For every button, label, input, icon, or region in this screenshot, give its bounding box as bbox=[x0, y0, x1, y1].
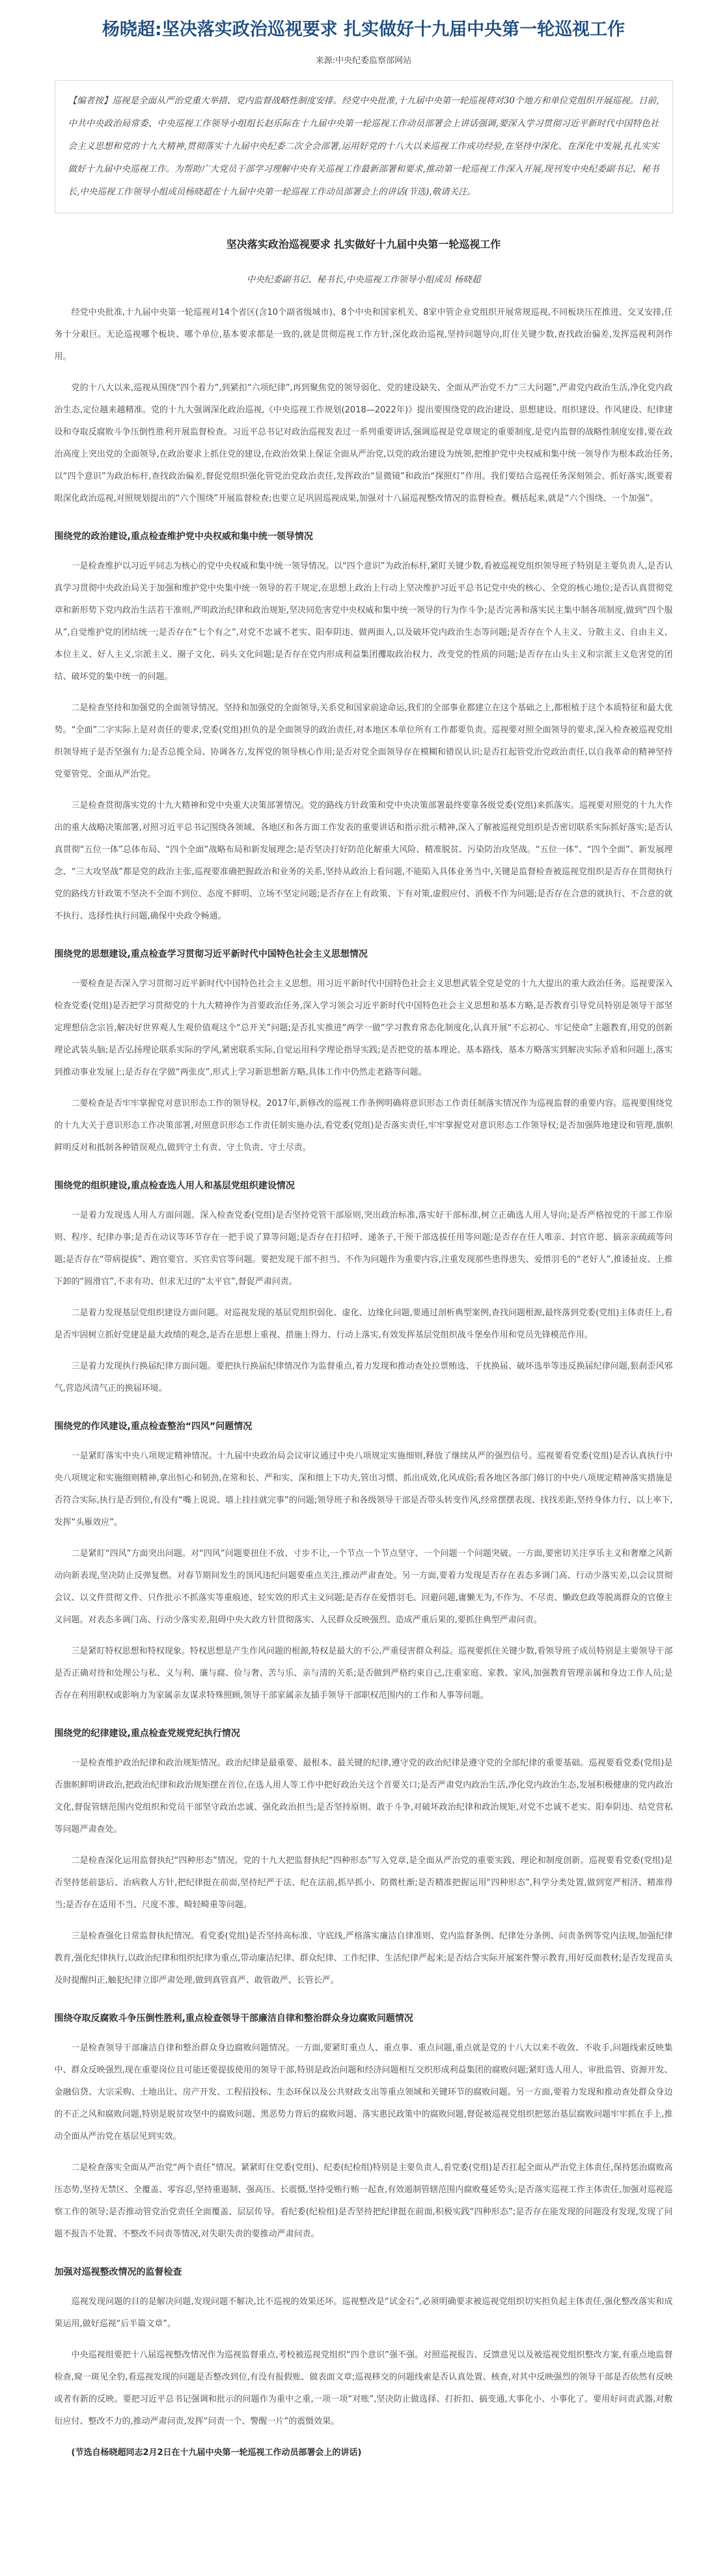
section-heading: 围绕党的思想建设,重点检查学习贯彻习近平新时代中国特色社会主义思想情况 bbox=[54, 949, 368, 959]
paragraph: 巡视发现问题的目的是解决问题,发现问题不解决,比不巡视的效果还坏。巡视整改是“试金石”,必须明确要求被巡视党组织切实担负起主体责任,强化整改落实和成果运用,做好巡视“后半篇文章”。 bbox=[54, 2297, 673, 2329]
content-column bbox=[55, 18, 673, 2464]
paragraph: 二是检查深化运用监督执纪“四种形态”情况。党的十九大把监督执纪“四种形态”写入党章,是全面从严治党的重要实践、理论和制度创新。巡视要看党委(党组)是否坚持惩前毖后、治病救人方针,把纪律挺在前面,坚持纪严于法、纪在法前,抓早抓小、防微杜渐;是否精准把握运用“四种形态”,科学分类处置,做到宽严相济、精准得当;是否存在适用不当、尺度不准、畸轻畸重等问题。 bbox=[54, 1856, 673, 1910]
paragraph: 中央巡视组要把十八届巡视整改情况作为巡视监督重点,考校被巡视党组织“四个意识”强不强。对照巡视报告、反馈意见以及被巡视党组织整改方案,有重点地监督检查,窥一斑见全豹,看巡视发现的问题是否整改到位,有没有报假账、做表面文章;巡视移交的问题线索是否认真处置、核查,对其中反映强烈的领导干部是否依然有反映或者有新的反映。要把习近平总书记强调和批示的问题作为重中之重,一项一项“对账”,坚决防止做选择、打折扣、搞变通,大事化小、小事化了。要用好问责武器,对敷衍应付、整改不力的,推动严肃问责,发挥“问责一个、警醒一片”的震慑效果。 bbox=[54, 2350, 673, 2426]
paragraph: 三是着力发现执行换届纪律方面问题。要把执行换届纪律情况作为监督重点,着力发现和推动查处拉票贿选、干扰换届、破坏选举等违反换届纪律问题,狠刹歪风邪气,营造风清气正的换届环境。 bbox=[54, 1362, 673, 1393]
section-paragraphs bbox=[55, 1205, 673, 1400]
section-heading: 加强对巡视整改情况的监督检查 bbox=[54, 2267, 182, 2277]
article-section bbox=[55, 1179, 673, 1400]
article-section bbox=[55, 1726, 673, 1992]
section-heading: 围绕党的作风建设,重点检查整治“四风”问题情况 bbox=[54, 1421, 253, 1432]
paragraph: 一是检查领导干部廉洁自律和整治群众身边腐败问题情况。一方面,要紧盯重点人、重点事、重点问题,重点就是党的十八大以来不收敛、不收手,问题线索反映集中、群众反映强烈,现在重要岗位且可能还要提拔使用的领导干部,特别是政治问题和经济问题相互交织形成利益集团的腐败问题;紧盯选人用人、审批监管、资源开发、金融信贷、大宗采购、土地出让、房产开发、工程招投标、生态环保以及公共财政支出等重点领域和关键环节的腐败问题。另一方面,要着力发现和推动查处群众身边的不正之风和腐败问题,特别是脱贫攻坚中的腐败问题、黑恶势力背后的腐败问题、落实惠民政策中的腐败问题,督促被巡视党组织把惩治基层腐败问题牢牢抓在手上,推动全面从严治党在基层见到实效。 bbox=[54, 2043, 673, 2141]
section-heading: 围绕党的政治建设,重点检查维护党中央权威和集中统一领导情况 bbox=[54, 531, 313, 542]
paragraph: 一是检查维护以习近平同志为核心的党中央权威和集中统一领导情况。以“四个意识”为政治标杆,紧盯关键少数,看被巡视党组织领导班子特别是主要负责人,是否认真学习贯彻中央政治局关于加强和维护党中央集中统一领导的若干规定,在思想上政治上行动上坚决维护习近平总书记党中央的核心、全党的核心地位;是否认真贯彻党章和新形势下党内政治生活若干准则,严明政治纪律和政治规矩,坚决同危害党中央权威和集中统一领导的行为作斗争;是否完善和落实民主集中制各项制度,做到“四个服从”,自觉维护党的团结统一;是否存在“七个有之”,对党不忠诚不老实、阳奉阴违、做两面人,以及破坏党内政治生态等问题;是否存在个人主义、分散主义、自由主义、本位主义、好人主义,宗派主义、圈子文化、码头文化问题;是否存在党内形成利益集团攫取政治权力、改变党的性质的问题;是否存在山头主义和宗派主义危害党的团结、破坏党的集中统一的问题。 bbox=[54, 561, 673, 682]
paragraph: 二是着力发现基层党组织建设方面问题。对巡视发现的基层党组织弱化、虚化、边缘化问题,要通过剖析典型案例,查找问题根源,最终落到党委(党组)主体责任上,看是否牢固树立抓好党建是最大政绩的观念,是否在思想上重视、措施上得力、行动上落实,有效发挥基层党组织战斗堡垒作用和党员先锋模范作用。 bbox=[54, 1308, 673, 1340]
paragraph: 三是紧盯特权思想和特权现象。特权思想是产生作风问题的根源,特权是最大的不公,严重侵害群众利益。巡视要抓住关键少数,看领导班子成员特别是主要领导干部是否正确对待和处理公与私、义与利、廉与腐、俭与奢、苦与乐、亲与清的关系;是否做到严格约束自己,注重家庭、家教、家风,加强教育管理亲属和身边工作人员;是否存在利用职权或影响力为家属亲友谋求特殊照顾,领导干部家属亲友插手领导干部职权范围内的工作和人事等问题。 bbox=[54, 1646, 673, 1700]
section-paragraphs bbox=[55, 1445, 673, 1707]
section-heading: 围绕党的纪律建设,重点检查党规党纪执行情况 bbox=[54, 1728, 240, 1739]
source-line: 来源:中央纪委监察部网站 bbox=[315, 56, 412, 66]
section-heading: 围绕党的组织建设,重点检查选人用人和基层党组织建设情况 bbox=[54, 1181, 295, 1191]
paragraph: 一是着力发现选人用人方面问题。深入检查党委(党组)是否坚持党管干部原则,突出政治标准,落实好干部标准,树立正确选人用人导向;是否严格按党的干部工作原则、程序、纪律办事;是否在动议等环节存在一把手说了算等问题;是否存在打招呼、递条子,干预干部选拔任用等问题;是否存在任人唯亲、封官许愿、搞亲亲疏疏等问题;是否存在“带病提拔”、跑官要官、买官卖官等问题。要把发现干部不担当、不作为问题作为重要内容,注重发现那些患得患失、爱惜羽毛的“老好人”,推诿扯皮、上推下卸的“圆滑官”,不求有功、但求无过的“太平官”,督促严肃问责。 bbox=[54, 1211, 673, 1287]
paragraph: 三是检查贯彻落实党的十九大精神和党中央重大决策部署情况。党的路线方针政策和党中央决策部署最终要靠各级党委(党组)来抓落实。巡视要对照党的十九大作出的重大战略决策部署,对照习近平总书记围绕各领域、各地区和各方面工作发表的重要讲话和指示批示精神,深入了解被巡视党组织是否密切联系实际抓好落实;是否认真贯彻“五位一体”总体布局、“四个全面”战略布局和新发展理念;是否坚决打好防范化解重大风险、精准脱贫、污染防治攻坚战。“五位一体”、“四个全面”、新发展理念、“三大攻坚战”都是党的政治主张,巡视要准确把握政治和业务的关系,坚持从政治上看问题,不能陷入具体业务当中,关键是监督检查被巡视党组织是否存在贯彻执行党的路线方针政策不坚决不全面不到位、态度不鲜明、立场不坚定问题;是否存在上有政策、下有对策,虚假应付、消极不作为问题;是否存在合意的就执行、不合意的就不执行、选择性执行问题,确保中央政令畅通。 bbox=[54, 801, 673, 921]
article-sections bbox=[55, 530, 673, 2433]
paragraph: 二是检查坚持和加强党的全面领导情况。坚持和加强党的全面领导,关系党和国家前途命运,我们的全部事业都建立在这个基础之上,都根植于这个本质特征和最大优势。“全面”二字实际上是对责任的要求,党委(党组)担负的是全面领导的政治责任,对本地区本单位所有工作都要负责。巡视要对照全面领导的要求,深入检查被巡视党组织领导班子是否坚强有力;是否总揽全局、协调各方,发挥党的领导核心作用;是否对党全面领导存在模糊和错误认识;是否扛起管党治党政治责任,以自我革命的精神坚持党要管党、全面从严治党。 bbox=[54, 703, 673, 779]
paragraph: 经党中央批准,十九届中央第一轮巡视对14个省区(含10个副省级城市)、8个中央和国家机关、8家中管企业党组织开展常规巡视,不同板块压茬推进、交叉安排,任务十分艰巨。无论巡视哪个板块、哪个单位,基本要求都是一致的,就是贯彻巡视工作方针,深化政治巡视,坚持问题导向,盯住关键少数,查找政治偏差,发挥巡视利剑作用。 bbox=[54, 308, 673, 362]
paragraph: 党的十八大以来,巡视从围绕“四个着力”,到紧扣“六项纪律”,再到聚焦党的领导弱化、党的建设缺失、全面从严治党不力“三大问题”,严肃党内政治生活,净化党内政治生态,定位越来越精准。党的十九大强调深化政治巡视,《中央巡视工作规划(2018—2022年)》提出要围绕党的政治建设、思想建设、组织建设、作风建设、纪律建设和夺取反腐败斗争压倒性胜利开展监督检查。习近平总书记对政治巡视发表过一系列重要讲话,强调巡视是党章规定的重要制度,是党内监督的战略性制度安排,要在政治高度上突出党的全面领导,在政治要求上抓住党的建设,在政治效果上保证全面从严治党,以党的政治建设为统领,把维护党中央权威和集中统一领导作为根本政治任务,以“四个意识”为政治标杆,查找政治偏差,督促党组织强化管党治党政治责任,发挥政治“显微镜”和政治“探照灯”作用。我们要结合巡视任务深刻领会、抓好落实,既要着眼深化政治巡视,对照规划提出的“六个围绕”开展监督检查;也要立足巩固巡视成果,加强对十八届巡视整改情况的监督检查。概括起来,就是“六个围绕、一个加强”。 bbox=[54, 383, 673, 503]
section-paragraphs bbox=[55, 2037, 673, 2246]
paragraph: 二是紧盯“四风”方面突出问题。对“四风”问题要扭住不放、寸步不让,一个节点一个节点坚守、一个问题一个问题突破。一方面,要密切关注享乐主义和奢靡之风新动向新表现,坚决防止反弹复燃。对春节期间发生的顶风违纪问题要重点关注,推动严肃查处。另一方面,要着力发现是否存在表态多调门高、行动少落实差,以会议贯彻会议、以文件贯彻文件、只作批示不抓落实等重痕迹、轻实效的形式主义问题;是否存在爱惜羽毛、回避问题,庸懒无为,不作为、不尽责、懒政怠政等脱离群众的官僚主义问题。对表态多调门高、行动少落实差,阻碍中央大政方针贯彻落实、人民群众反映强烈、造成严重后果的,要抓住典型严肃问责。 bbox=[54, 1549, 673, 1625]
section-paragraphs bbox=[55, 2291, 673, 2433]
page-title: 杨晓超:坚决落实政治巡视要求 扎实做好十九届中央第一轮巡视工作 bbox=[102, 20, 625, 40]
editor-note-box: 【编者按】巡视是全面从严治党重大举措、党内监督战略性制度安排。经党中央批准,十九届中央第一轮巡视将对30个地方和单位党组织开展巡视。日前,中共中央政治局常委、中央巡视工作领导小组组长赵乐际在十九届中央第一轮巡视工作动员部署会上讲话强调,要深入学习贯彻习近平新时代中国特色社会主义思想和党的十九大精神,贯彻落实十九届中央纪委二次全会部署,运用好党的十八大以来巡视工作成功经验,在坚持中深化、在深化中发展,扎扎实实做好十九届中央巡视工作。为帮助广大党员干部学习理解中央有关巡视工作最新部署和要求,推动第一轮巡视工作深入开展,现刊发中央纪委副书记、秘书长,中央巡视工作领导小组成员杨晓超在十九届中央第一轮巡视工作动员部署会上的讲话(节选),敬请关注。 bbox=[55, 80, 673, 213]
article-title: 坚决落实政治巡视要求 扎实做好十九届中央第一轮巡视工作 bbox=[226, 238, 501, 250]
article-section bbox=[55, 947, 673, 1159]
paragraph: 一是紧盯落实中央八项规定精神情况。十九届中央政治局会议审议通过中央八项规定实施细则,释放了继续从严的强烈信号。巡视要看党委(党组)是否认真执行中央八项规定和实施细则精神,拿出恒心和韧劲,在常和长、严和实、深和细上下功夫,管出习惯、抓出成效,化风成俗;看各地区各部门修订的中央八项规定精神落实措施是否符合实际,执行是否到位,有没有“嘴上说说、墙上挂挂就完事”的问题;领导班子和各级领导干部是否带头转变作风,经常摆摆表现、找找差距,坚持身体力行、以上率下,发挥“头雁效应”。 bbox=[54, 1451, 673, 1527]
paragraph: 二要检查是否牢牢掌握党对意识形态工作的领导权。2017年,新修改的巡视工作条例明确将意识形态工作责任制落实情况作为巡视监督的重要内容。巡视要围绕党的十九大关于意识形态工作决策部署,对照意识形态工作责任制实施办法,看党委(党组)是否落实责任,牢牢掌握党对意识形态工作领导权;是否加强阵地建设和管理,旗帜鲜明反对和抵制各种错误观点,做到守土有责、守土负责、守土尽责。 bbox=[54, 1099, 673, 1153]
article-intro bbox=[55, 302, 673, 510]
paragraph: 二是检查落实全面从严治党“两个责任”情况。紧紧盯住党委(党组)、纪委(纪检组)特别是主要负责人,看党委(党组)是否扛起全面从严治党主体责任,保持惩治腐败高压态势,坚持无禁区、全覆盖、零容忍,坚持重遏制、强高压、长震慑,坚持受贿行贿一起查,有效遏制管辖范围内腐败蔓延势头;是否落实巡视工作主体责任,加强对巡视巡察工作的领导;是否推动管党治党责任全面覆盖、层层传导。看纪委(纪检组)是否坚持把纪律挺在前面,积极实践“四种形态”;是否存在能发现的问题没有发现,发现了问题不报告不处置、不整改不问责等情况,对失职失责的要推动严肃问责。 bbox=[54, 2163, 673, 2239]
article-section bbox=[55, 530, 673, 928]
section-paragraphs bbox=[55, 973, 673, 1159]
section-paragraphs bbox=[55, 556, 673, 928]
paragraph: 一是检查维护政治纪律和政治规矩情况。政治纪律是最重要、最根本、最关键的纪律,遵守党的政治纪律是遵守党的全部纪律的重要基础。巡视要看党委(党组)是否旗帜鲜明讲政治,把政治纪律和政治规矩摆在首位,在选人用人等工作中把好政治关这个首要关口;是否严肃党内政治生活,净化党内政治生态,发展积极健康的党内政治文化,督促管辖范围内党组织和党员干部坚守政治忠诚、强化政治担当;是否坚持原则、敢于斗争,对破坏政治纪律和政治规矩,对党不忠诚不老实、阳奉阴违、结党营私等问题严肃查处。 bbox=[54, 1758, 673, 1834]
article-section bbox=[55, 2011, 673, 2246]
article-section bbox=[55, 1419, 673, 1707]
paragraph: 一要检查是否深入学习贯彻习近平新时代中国特色社会主义思想。用习近平新时代中国特色社会主义思想武装全党是党的十九大提出的重大政治任务。巡视要深入检查党委(党组)是否把学习贯彻党的十九大精神作为首要政治任务,深入学习领会习近平新时代中国特色社会主义思想和基本方略,是否教育引导党员特别是领导干部坚定理想信念宗旨,解决好世界观人生观价值观这个“总开关”问题;是否扎实推进“两学一做”学习教育常态化制度化,认真开展“不忘初心、牢记使命”主题教育,用党的创新理论武装头脑;是否弘扬理论联系实际的学风,紧密联系实际,自觉运用科学理论指导实践;是否把党的基本理论、基本路线、基本方略落实到解决实际矛盾和问题上,落实到推动事业发展上;是否存在学做“两张皮”,形式上学习新思想新方略,具体工作中仍然走老路等问题。 bbox=[54, 979, 673, 1077]
article-byline: 中央纪委副书记、秘书长,中央巡视工作领导小组成员 杨晓超 bbox=[246, 275, 481, 285]
article-section bbox=[55, 2265, 673, 2433]
closing-line: (节选自杨晓超同志2月2日在十九届中央第一轮巡视工作动员部署会上的讲话) bbox=[71, 2448, 362, 2458]
section-paragraphs bbox=[55, 1752, 673, 1992]
section-heading: 围绕夺取反腐败斗争压倒性胜利,重点检查领导干部廉洁自律和整治群众身边腐败问题情况 bbox=[54, 2013, 413, 2024]
paragraph: 三是检查强化日常监督执纪情况。看党委(党组)是否坚持高标准、守底线,严格落实廉洁自律准则、党内监督条例、纪律处分条例、问责条例等党内法规,加强纪律教育,强化纪律执行,以政治纪律和组织纪律为重点,带动廉洁纪律、群众纪律、工作纪律、生活纪律严起来;是否结合实际开展案件警示教育,用好反面教材;是否发现苗头及时提醒纠正,触犯纪律立即严肃处理,做到真管真严、敢管敢严、长管长严。 bbox=[54, 1931, 673, 1985]
